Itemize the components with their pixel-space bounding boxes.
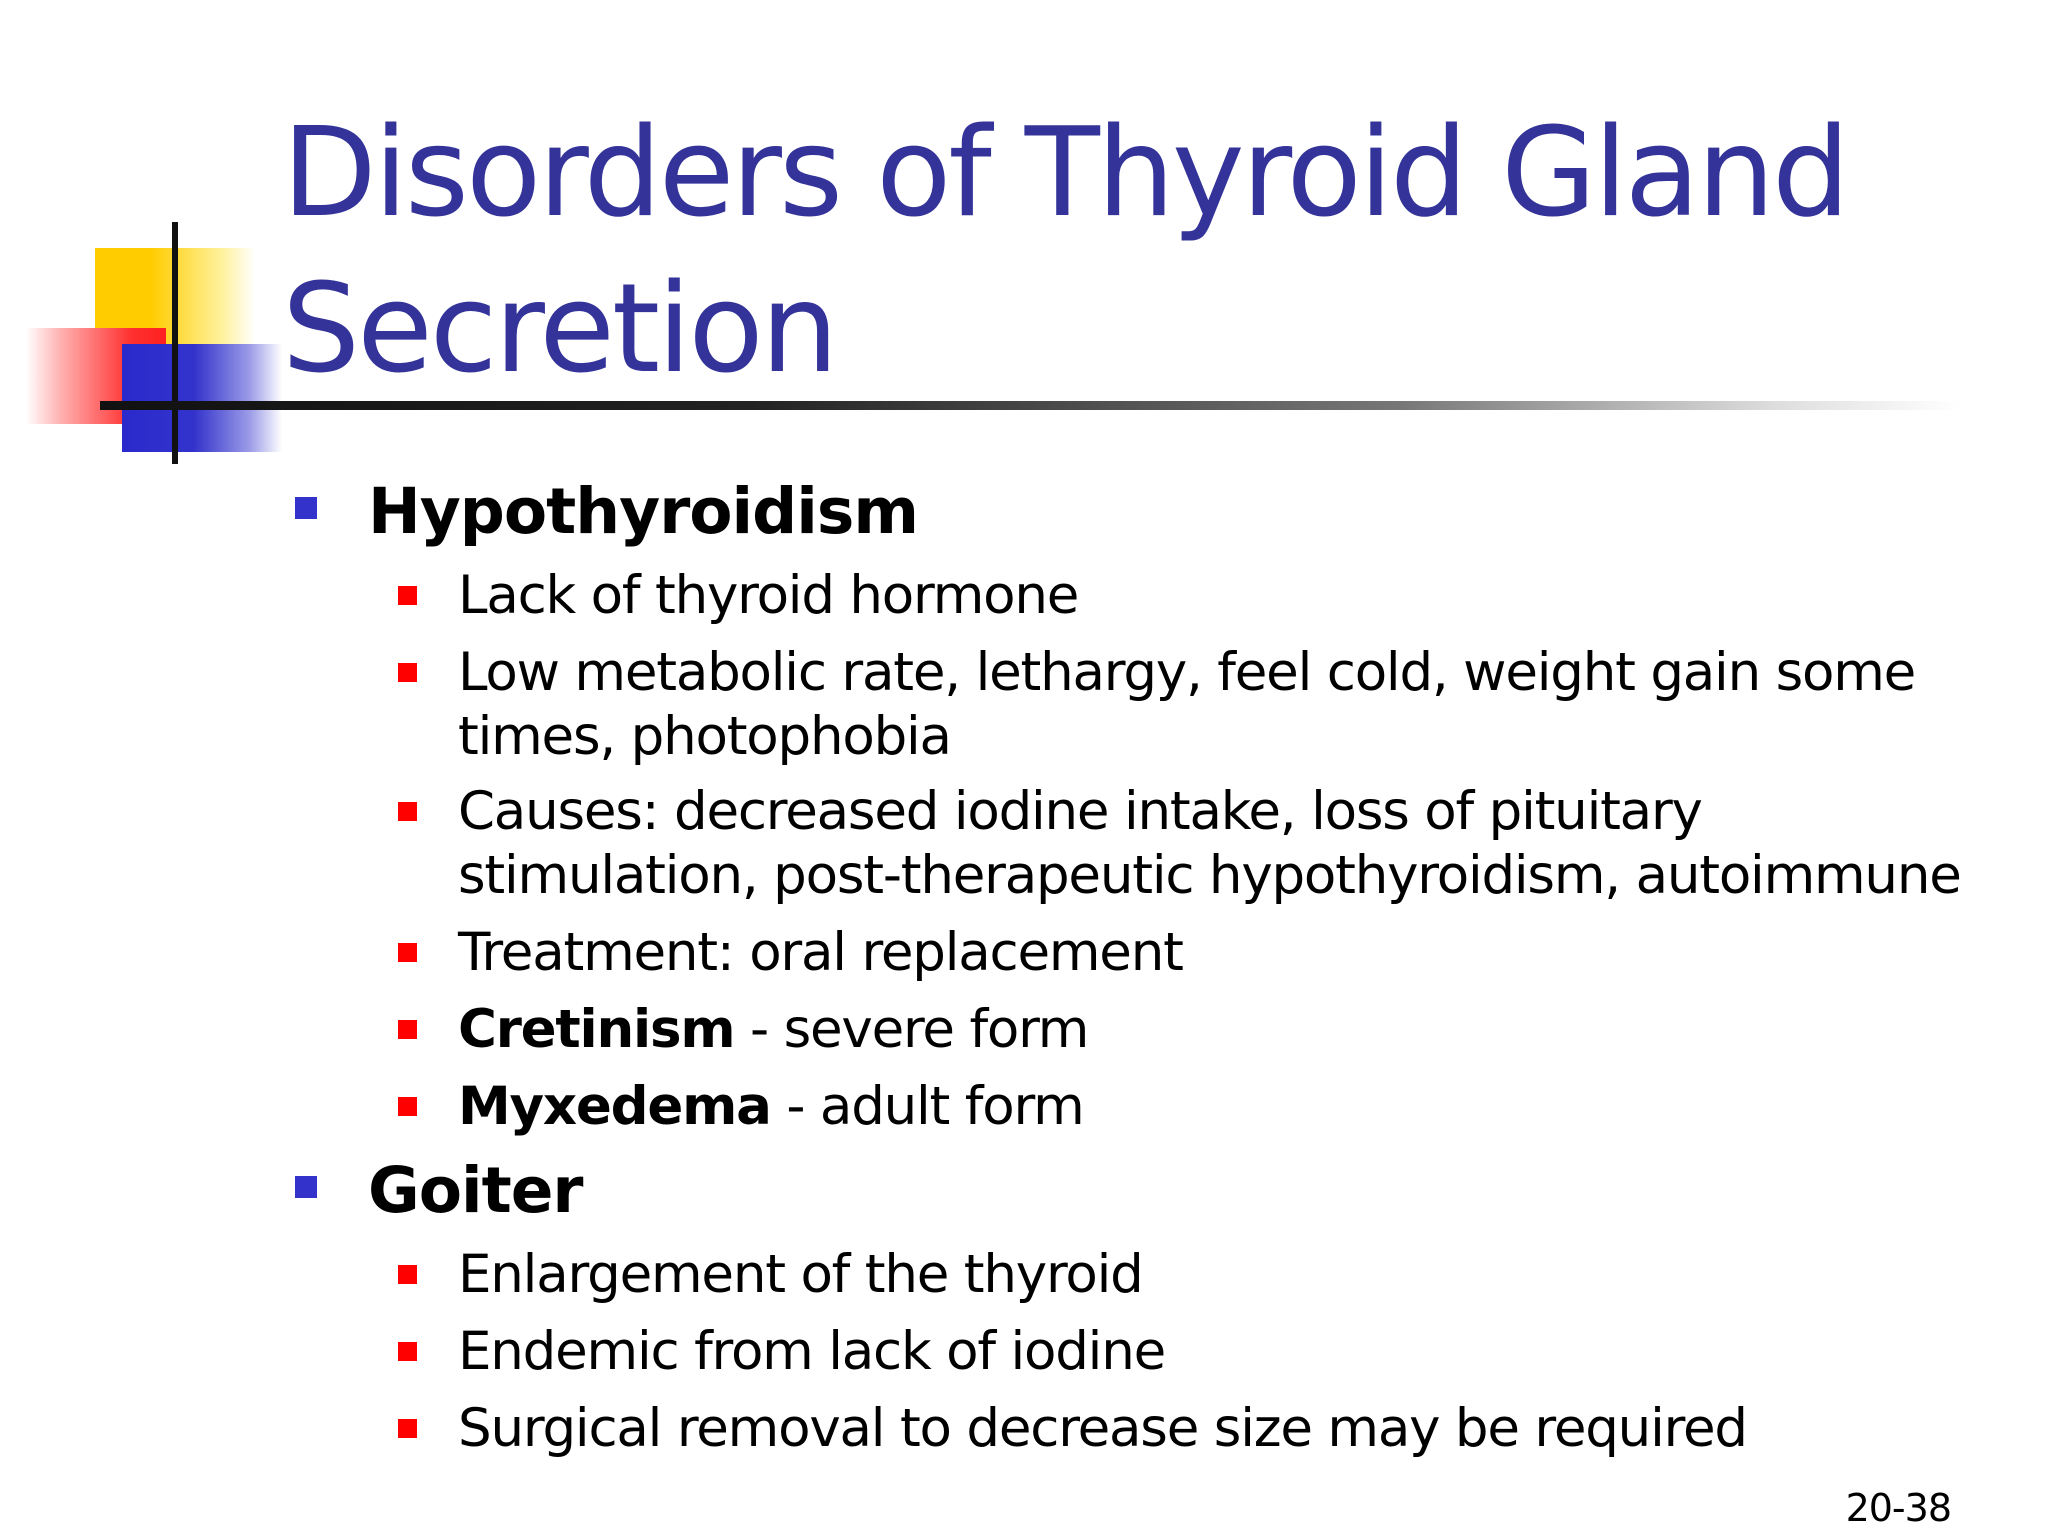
slide-title: Disorders of Thyroid Gland Secretion xyxy=(282,102,1848,401)
list-item: Lack of thyroid hormone xyxy=(458,565,1079,626)
list-item: Surgical removal to decrease size may be required xyxy=(458,1398,1747,1459)
bullet-marker-red xyxy=(398,586,417,605)
list-item: Myxedema - adult form xyxy=(458,1076,1084,1137)
bullet-marker-red xyxy=(398,1097,417,1116)
bullet-marker-red xyxy=(398,802,417,821)
list-item: Low metabolic rate, lethargy, feel cold, weight gain some times, photophobia xyxy=(458,642,1916,767)
list-item: Enlargement of the thyroid xyxy=(458,1244,1143,1305)
list-item: Cretinism - severe form xyxy=(458,999,1089,1060)
bullet-marker-red xyxy=(398,943,417,962)
bullet-marker-blue xyxy=(295,1176,317,1198)
page-number: 20-38 xyxy=(1845,1486,1951,1530)
bullet-marker-red xyxy=(398,1342,417,1361)
bullet-marker-blue xyxy=(295,497,317,519)
bullet-marker-red xyxy=(398,1020,417,1039)
list-item: Treatment: oral replacement xyxy=(458,922,1183,983)
list-item: Causes: decreased iodine intake, loss of pituitary stimulation, post-therapeutic hypothyroidism, autoimmune xyxy=(458,781,1961,906)
bullet-marker-red xyxy=(398,1419,417,1438)
section-heading-goiter: Goiter xyxy=(368,1154,583,1227)
bullet-marker-red xyxy=(398,663,417,682)
bullet-marker-red xyxy=(398,1265,417,1284)
list-item: Endemic from lack of iodine xyxy=(458,1321,1165,1382)
section-heading-hypothyroidism: Hypothyroidism xyxy=(368,475,918,548)
